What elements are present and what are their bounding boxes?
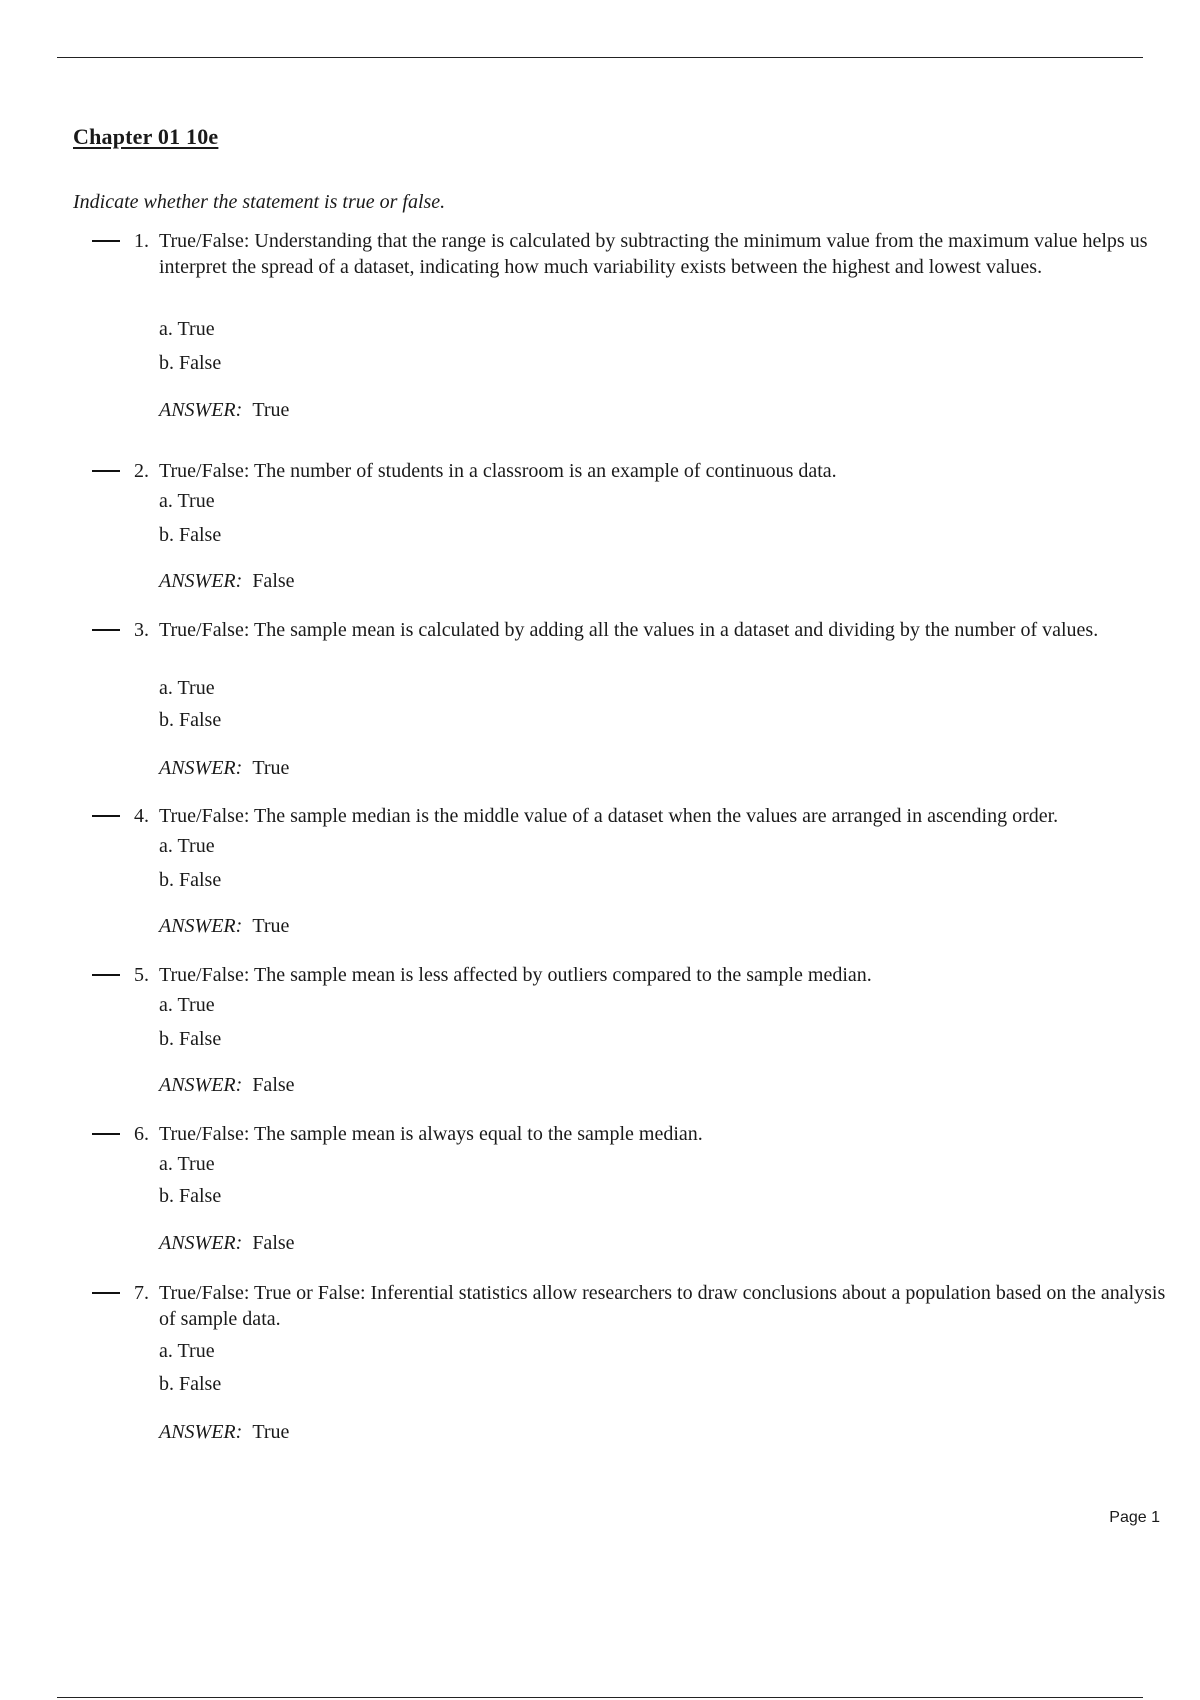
- answer-value: True: [252, 757, 290, 779]
- instructions: Indicate whether the statement is true or false.: [73, 191, 446, 213]
- answer-label: ANSWER:: [159, 915, 243, 937]
- question-text: True/False: True or False: Inferential statistics allow researchers to draw conclusions about a population based on the analysis of sample data.: [159, 1282, 1166, 1330]
- question-number: 3.: [134, 619, 149, 641]
- question-item: [0, 617, 1200, 787]
- choice-a: a. True: [159, 490, 215, 512]
- answer-blank: [92, 1292, 120, 1294]
- chapter-title: Chapter 01 10e: [73, 124, 219, 149]
- choice-b: b. False: [159, 352, 222, 374]
- answer-line: [159, 1230, 295, 1256]
- question-text: True/False: Understanding that the range is calculated by subtracting the minimum value from the maximum value helps us interpret the spread of a dataset, indicating how much variability exists between the highest and lowest values.: [159, 230, 1148, 278]
- answer-blank: [92, 1133, 120, 1135]
- answer-value: True: [252, 915, 290, 937]
- answer-line: [159, 568, 295, 594]
- question-number: 4.: [134, 805, 149, 827]
- answer-label: ANSWER:: [159, 570, 243, 592]
- answer-label: ANSWER:: [159, 1074, 243, 1096]
- choice-a: a. True: [159, 835, 215, 857]
- answer-value: False: [252, 1074, 295, 1096]
- answer-blank: [92, 974, 120, 976]
- answer-label: ANSWER:: [159, 1232, 243, 1254]
- answer-line: [159, 755, 289, 781]
- answer-line: [159, 1419, 289, 1445]
- choice-a: a. True: [159, 1153, 215, 1175]
- answer-value: False: [252, 1232, 295, 1254]
- question-item: [0, 803, 1200, 943]
- question-number: 5.: [134, 964, 149, 986]
- choice-b: b. False: [159, 524, 222, 546]
- question-text: True/False: The sample mean is less affected by outliers compared to the sample median.: [159, 964, 872, 986]
- question-text: True/False: The sample mean is always equal to the sample median.: [159, 1123, 703, 1145]
- question-item: [0, 458, 1200, 598]
- question-item: [0, 962, 1200, 1102]
- answer-label: ANSWER:: [159, 757, 243, 779]
- answer-value: True: [252, 399, 290, 421]
- choice-a: a. True: [159, 994, 215, 1016]
- question-item: [0, 228, 1200, 428]
- answer-value: False: [252, 570, 295, 592]
- question-text: True/False: The sample mean is calculated by adding all the values in a dataset and dividing by the number of values.: [159, 619, 1099, 641]
- answer-line: [159, 1072, 295, 1098]
- answer-line: [159, 913, 289, 939]
- page-number: Page 1: [1109, 1509, 1160, 1526]
- choice-a: a. True: [159, 677, 215, 699]
- question-number: 2.: [134, 460, 149, 482]
- question-item: [0, 1121, 1200, 1261]
- question-number: 1.: [134, 230, 149, 252]
- question-text: True/False: The sample median is the middle value of a dataset when the values are arranged in ascending order.: [159, 805, 1059, 827]
- choice-a: a. True: [159, 318, 215, 340]
- bottom-divider: [57, 1697, 1143, 1698]
- answer-label: ANSWER:: [159, 1421, 243, 1443]
- top-divider: [57, 57, 1143, 58]
- choice-b: b. False: [159, 869, 222, 891]
- question-item: [0, 1280, 1200, 1450]
- answer-blank: [92, 815, 120, 817]
- answer-line: [159, 397, 289, 423]
- answer-value: True: [252, 1421, 290, 1443]
- answer-label: ANSWER:: [159, 399, 243, 421]
- answer-blank: [92, 240, 120, 242]
- question-number: 7.: [134, 1282, 149, 1304]
- choice-a: a. True: [159, 1340, 215, 1362]
- answer-blank: [92, 629, 120, 631]
- choice-b: b. False: [159, 1028, 222, 1050]
- choice-b: b. False: [159, 1185, 222, 1207]
- choice-b: b. False: [159, 709, 222, 731]
- answer-blank: [92, 470, 120, 472]
- question-text: True/False: The number of students in a classroom is an example of continuous data.: [159, 460, 837, 482]
- question-number: 6.: [134, 1123, 149, 1145]
- choice-b: b. False: [159, 1373, 222, 1395]
